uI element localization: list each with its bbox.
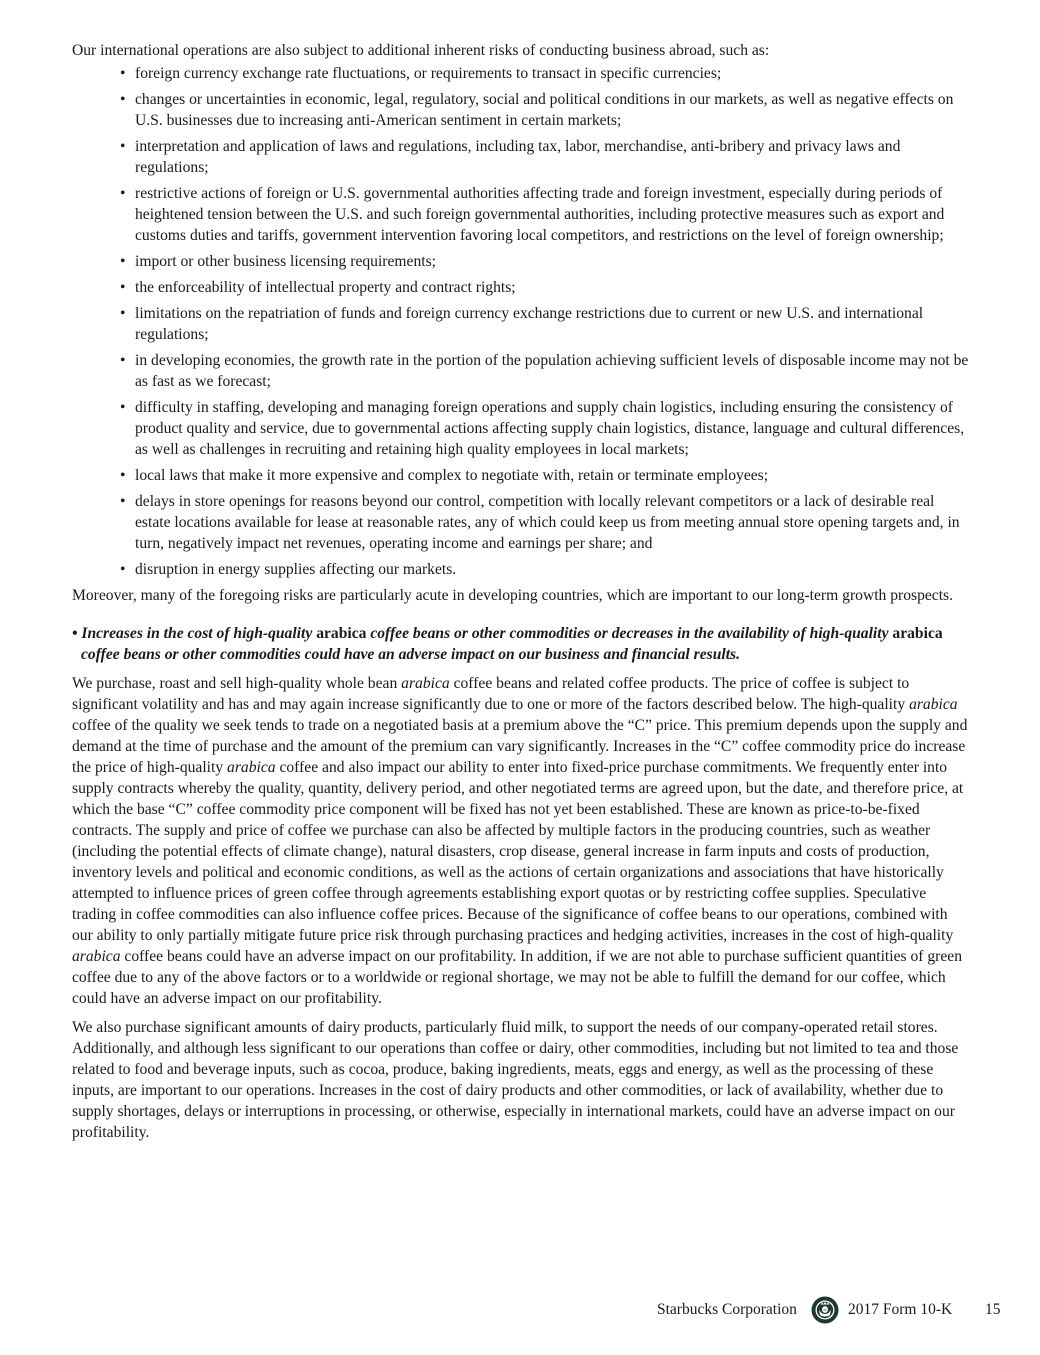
footer-page-number: 15 <box>985 1301 1001 1318</box>
list-item: • in developing economies, the growth rate in the portion of the population achieving sufficient levels of disposable income may not be as fast as we forecast; <box>118 350 972 392</box>
footer-form-label: 2017 Form 10-K <box>848 1301 953 1318</box>
international-risks-list <box>72 63 972 580</box>
heading-text-2: coffee beans or other commodities or decreases in the availability of high-quality <box>370 625 889 642</box>
list-item: • changes or uncertainties in economic, legal, regulatory, social and political conditions in our markets, as well as negative effects on U.S. businesses due to increasing anti-American sentiment in certain markets; <box>118 89 972 131</box>
para1-text-4: coffee and also impact our ability to enter into fixed-price purchase commitments. We frequently enter into supply contracts whereby the quality, quantity, delivery period, and other negotiated terms are agreed upon, but the date, and therefore price, at which the base “C” coffee commodity price component will be fixed has not yet been established. These are known as price-to-be-fixed contracts. The supply and price of coffee we purchase can also be affected by multiple factors in the producing countries, such as weather (including the potential effects of climate change), natural disasters, crop disease, general increase in farm inputs and costs of production, inventory levels and political and economic conditions, as well as the actions of certain organizations and associations that have historically attempted to influence prices of green coffee through agreements establishing export quotas or by restricting coffee supplies. Speculative trading in coffee commodities can also influence coffee prices. Because of the significance of coffee beans to our operations, combined with our ability to only partially mitigate future price risk through purchasing practices and hedging activities, increases in the cost of high-quality <box>72 759 964 944</box>
document-page <box>72 40 972 1143</box>
list-item: • local laws that make it more expensive and complex to negotiate with, retain or terminate employees; <box>118 465 972 486</box>
list-item: • foreign currency exchange rate fluctuations, or requirements to transact in specific currencies; <box>118 63 972 84</box>
starbucks-siren-logo-icon <box>811 1296 839 1324</box>
intro-paragraph: Our international operations are also subject to additional inherent risks of conducting business abroad, such as: <box>72 42 770 59</box>
para1-text-2: coffee beans and related coffee products. The price of coffee is subject to significant volatility and has and may again increase significantly due to one or more of the factors described below. The high-quality <box>72 675 910 713</box>
list-item: • difficulty in staffing, developing and managing foreign operations and supply chain logistics, including ensuring the consistency of product quality and service, due to governmental actions affecting supply chain logistics, distance, language and cultural differences, as well as challenges in recruiting and retaining high quality employees in local markets; <box>118 397 972 460</box>
list-item: • interpretation and application of laws and regulations, including tax, labor, merchandise, anti-bribery and privacy laws and regulations; <box>118 136 972 178</box>
para1-arabica-1: arabica <box>401 675 450 692</box>
coffee-purchase-paragraph <box>72 673 972 1009</box>
dairy-commodities-paragraph: We also purchase significant amounts of dairy products, particularly fluid milk, to support the needs of our company-operated retail stores. Additionally, and although less significant to our operations than coffee or dairy, other commodities, including but not limited to tea and those related to food and beverage inputs, such as cocoa, produce, baking ingredients, meats, eggs and energy, as well as the processing of these inputs, are important to our operations. Increases in the cost of dairy products and other commodities, or lack of availability, whether due to supply shortages, delays or interruptions in processing, or otherwise, especially in international markets, could have an adverse impact on our profitability. <box>72 1019 959 1141</box>
para1-arabica-3: arabica <box>227 759 276 776</box>
heading-bullet: • <box>72 625 78 642</box>
heading-text-3: coffee beans or other commodities could have an adverse impact on our business and financial results. <box>81 646 741 663</box>
para1-text-1: We purchase, roast and sell high-quality whole bean <box>72 675 398 692</box>
list-item: • restrictive actions of foreign or U.S. governmental authorities affecting trade and foreign investment, especially during periods of heightened tension between the U.S. and such foreign governmental authorities, including protective measures such as export and customs duties and tariffs, government intervention favoring local competitors, and restrictions on the level of foreign ownership; <box>118 183 972 246</box>
list-item: • disruption in energy supplies affecting our markets. <box>118 559 972 580</box>
heading-arabica-2: arabica <box>892 625 943 642</box>
para1-arabica-2: arabica <box>909 696 958 713</box>
footer-company-name: Starbucks Corporation <box>657 1301 797 1318</box>
moreover-paragraph: Moreover, many of the foregoing risks are particularly acute in developing countries, which are important to our long-term growth prospects. <box>72 587 954 604</box>
list-item: • the enforceability of intellectual property and contract rights; <box>118 277 972 298</box>
para1-text-3: coffee of the quality we seek tends to trade on a negotiated basis at a premium above the “C” price. This premium depends upon the supply and demand at the time of purchase and the amount of the premium can vary significantly. Increases in the “C” coffee commodity price do increase the price of high-quality <box>72 717 968 776</box>
heading-text-1: Increases in the cost of high-quality <box>81 625 313 642</box>
risk-factor-heading <box>72 623 972 665</box>
list-item: • delays in store openings for reasons beyond our control, competition with locally relevant competitors or a lack of desirable real estate locations available for lease at reasonable rates, any of which could keep us from meeting annual store opening targets and, in turn, negatively impact net revenues, operating income and earnings per share; and <box>118 491 972 554</box>
para1-arabica-4: arabica <box>72 948 121 965</box>
heading-arabica-1: arabica <box>316 625 367 642</box>
list-item: • import or other business licensing requirements; <box>118 251 972 272</box>
list-item: • limitations on the repatriation of funds and foreign currency exchange restrictions due to current or new U.S. and international regulations; <box>118 303 972 345</box>
page-footer <box>0 1296 1040 1326</box>
para1-text-5: coffee beans could have an adverse impact on our profitability. In addition, if we are not able to purchase sufficient quantities of green coffee due to any of the above factors or to a worldwide or regional shortage, we may not be able to fulfill the demand for our coffee, which could have an adverse impact on our profitability. <box>72 948 962 1007</box>
